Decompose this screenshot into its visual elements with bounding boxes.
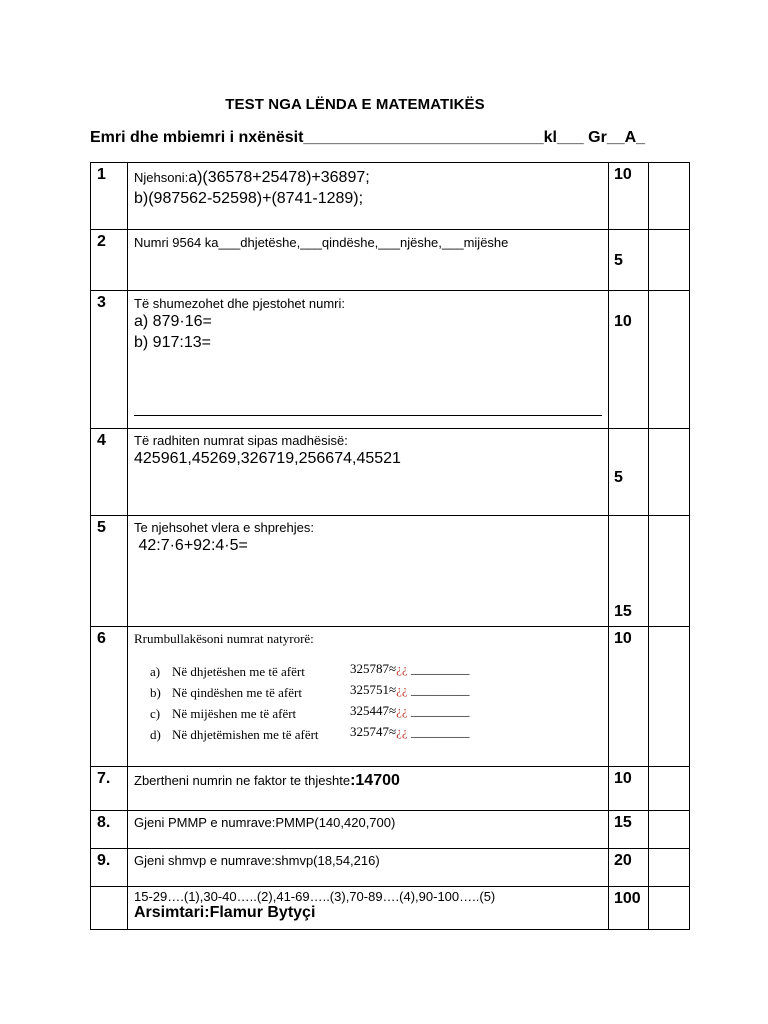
table-row <box>91 230 690 291</box>
question-intro: Te njehsohet vlera e shprehjes: <box>134 520 314 535</box>
answer-blank: _________ <box>410 661 470 676</box>
answer-blank: _________ <box>410 703 470 718</box>
question-text: Gjeni shmvp e numrave:shmvp(18,54,216) <box>134 853 380 868</box>
table-row <box>91 163 690 230</box>
question-number <box>91 887 127 890</box>
question-points: 5 <box>614 252 623 269</box>
score-cell <box>649 291 690 429</box>
total-points: 100 <box>614 890 641 907</box>
table-row <box>91 767 690 811</box>
list-item: b) Në qindëshen me të afërt 325751≈¿¿ _________ <box>150 682 470 700</box>
question-intro: Njehsoni: <box>134 170 189 185</box>
question-points: 10 <box>614 166 632 183</box>
question-text: Gjeni PMMP e numrave:PMMP(140,420,700) <box>134 815 396 830</box>
score-cell <box>649 811 690 849</box>
answer-blank: _________ <box>410 682 470 697</box>
question-number: 8. <box>97 814 111 831</box>
question-points: 10 <box>614 770 632 787</box>
answer-line <box>134 415 602 416</box>
question-line-a: 425961,45269,326719,256674,45521 <box>134 450 401 467</box>
grading-scale: 15-29….(1),30-40…..(2),41-69…..(3),70-89….(4),90-100…..(5) <box>134 889 496 904</box>
question-points: 5 <box>614 469 623 486</box>
question-points: 15 <box>614 603 632 620</box>
table-row <box>91 429 690 516</box>
score-cell <box>649 849 690 887</box>
rounding-list <box>150 661 602 745</box>
list-item: d) Në dhjetëmishen me të afërt 325747≈¿¿ _________ <box>150 724 470 742</box>
question-number: 6 <box>97 630 106 647</box>
score-cell <box>649 516 690 627</box>
question-points: 10 <box>614 630 632 647</box>
table-row <box>91 811 690 849</box>
test-table <box>90 162 690 930</box>
question-line-b: b)(987562-52598)+(8741-1289); <box>134 190 364 207</box>
question-text: Zbertheni numrin ne faktor te thjeshte <box>134 773 351 788</box>
score-cell <box>649 767 690 811</box>
table-row <box>91 291 690 429</box>
page-title: TEST NGA LËNDA E MATEMATIKËS <box>225 96 485 113</box>
score-cell <box>649 627 690 767</box>
score-cell <box>649 163 690 230</box>
question-line-a: a) 879·16= <box>134 313 212 330</box>
table-row <box>91 627 690 767</box>
question-number: 4 <box>97 432 106 449</box>
question-points: 15 <box>614 814 632 831</box>
question-number: 5 <box>97 519 106 536</box>
question-number: 3 <box>97 294 106 311</box>
question-line-b: b) 917:13= <box>134 334 211 351</box>
question-number-value: :14700 <box>350 772 400 789</box>
question-text: Numri 9564 ka___dhjetëshe,___qindëshe,___njëshe,___mijëshe <box>134 235 509 250</box>
question-number: 7. <box>97 770 111 787</box>
question-number: 2 <box>97 233 106 250</box>
question-number: 1 <box>97 166 106 183</box>
score-cell <box>649 230 690 291</box>
answer-blank: _________ <box>410 724 470 739</box>
list-item: c) Në mijëshen me të afërt 325447≈¿¿ _________ <box>150 703 470 721</box>
question-points: 10 <box>614 313 632 330</box>
list-item: a) Në dhjetëshen me të afërt 325787≈¿¿ _________ <box>150 661 470 679</box>
question-intro: Të shumezohet dhe pjestohet numri: <box>134 296 346 311</box>
question-line-a: a)(36578+25478)+36897; <box>188 169 370 186</box>
question-number: 9. <box>97 852 111 869</box>
table-row <box>91 516 690 627</box>
teacher-name: Arsimtari:Flamur Bytyçi <box>134 904 316 921</box>
score-cell <box>649 887 690 930</box>
score-cell <box>649 429 690 516</box>
question-intro: Të radhiten numrat sipas madhësisë: <box>134 433 348 448</box>
table-row <box>91 849 690 887</box>
question-intro: Rrumbullakësoni numrat natyrorë: <box>134 631 314 646</box>
table-row <box>91 887 690 930</box>
question-points: 20 <box>614 852 632 869</box>
question-line-a: 42:7·6+92:4·5= <box>134 537 248 554</box>
student-name-line: Emri dhe mbiemri i nxënësit___________________________kl___ Gr__A_ <box>90 129 646 146</box>
